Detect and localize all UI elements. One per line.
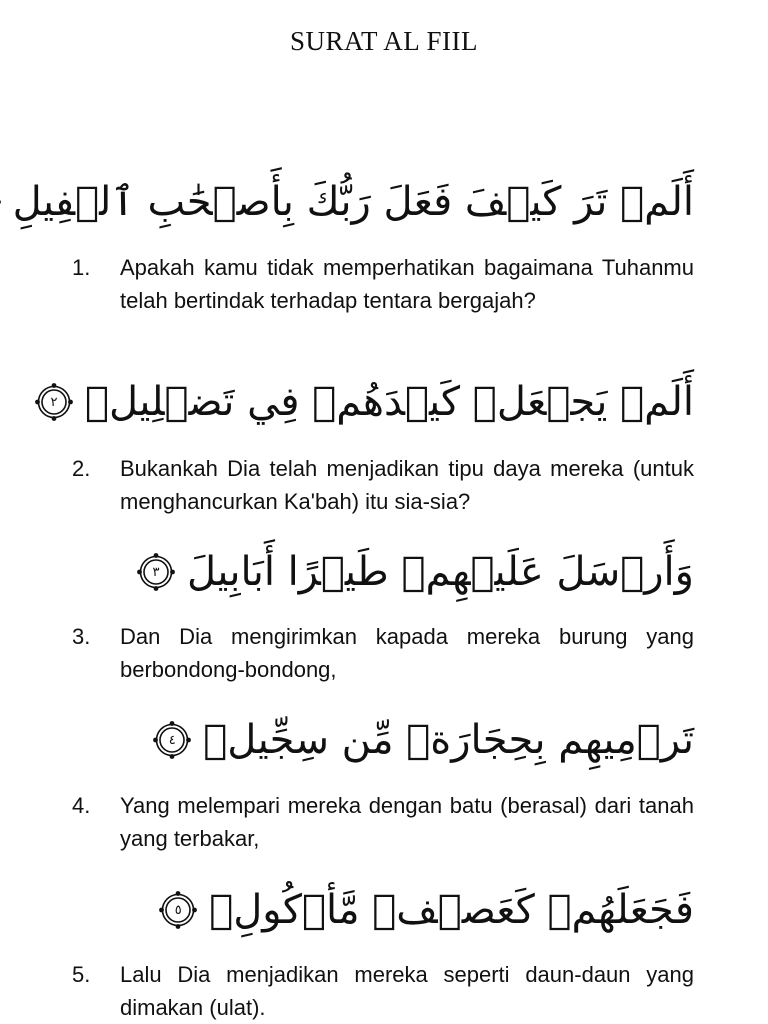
ayah-number: ٥ — [174, 902, 182, 918]
verse-translation: Bukankah Dia telah menjadikan tipu daya mereka (untuk menghancurkan Ka'bah) itu sia-sia? — [120, 456, 694, 514]
verse-translation: Dan Dia mengirimkan kapada mereka burung yang berbondong-bondong, — [120, 624, 694, 682]
arabic-verse-5 — [159, 884, 694, 936]
ayah-number: ٤ — [168, 732, 176, 748]
translation-verse-5 — [72, 958, 694, 1024]
verse-number: 4. — [72, 793, 91, 818]
arabic-verse-2 — [35, 376, 694, 428]
translation-verse-3 — [72, 620, 694, 686]
verse-number: 2. — [72, 456, 91, 481]
ayah-number: ٣ — [152, 564, 160, 580]
verse-translation: Yang melempari mereka dengan batu (berasal) dari tanah yang terbakar, — [120, 793, 694, 851]
verse-number: 5. — [72, 962, 91, 987]
translation-verse-2 — [72, 452, 694, 518]
translation-verse-4 — [72, 789, 694, 855]
arabic-text: تَرۡمِيهِم بِحِجَارَةٖ مِّن سِجِّيلٖ — [203, 717, 694, 763]
ayah-marker-icon — [153, 721, 191, 759]
verse-number: 1. — [72, 255, 91, 280]
ayah-marker-icon — [159, 891, 197, 929]
ayah-marker-icon — [137, 553, 175, 591]
verse-translation: Apakah kamu tidak memperhatikan bagaimana Tuhanmu telah bertindak terhadap tentara bergajah? — [120, 255, 694, 313]
arabic-text: أَلَمۡ تَرَ كَيۡفَ فَعَلَ رَبُّكَ بِأَصۡحَٰبِ ٱلۡفِيلِ — [12, 179, 694, 225]
verse-number: 3. — [72, 624, 91, 649]
arabic-verse-1 — [0, 176, 694, 228]
translation-verse-1 — [72, 251, 694, 317]
ayah-marker-icon — [35, 383, 73, 421]
page-title: SURAT AL FIIL — [289, 26, 479, 56]
ayah-number: ٢ — [50, 394, 58, 410]
arabic-verse-3 — [137, 546, 694, 598]
arabic-text: وَأَرۡسَلَ عَلَيۡهِمۡ طَيۡرًا أَبَابِيلَ — [187, 549, 694, 595]
arabic-text: فَجَعَلَهُمۡ كَعَصۡفٖ مَّأۡكُولِۭ — [209, 887, 694, 933]
arabic-text: أَلَمۡ يَجۡعَلۡ كَيۡدَهُمۡ فِي تَضۡلِيلٖ — [84, 379, 694, 425]
ayah-marker-icon — [0, 183, 1, 221]
arabic-verse-4 — [153, 714, 694, 766]
verse-translation: Lalu Dia menjadikan mereka seperti daun-daun yang dimakan (ulat). — [120, 962, 694, 1020]
